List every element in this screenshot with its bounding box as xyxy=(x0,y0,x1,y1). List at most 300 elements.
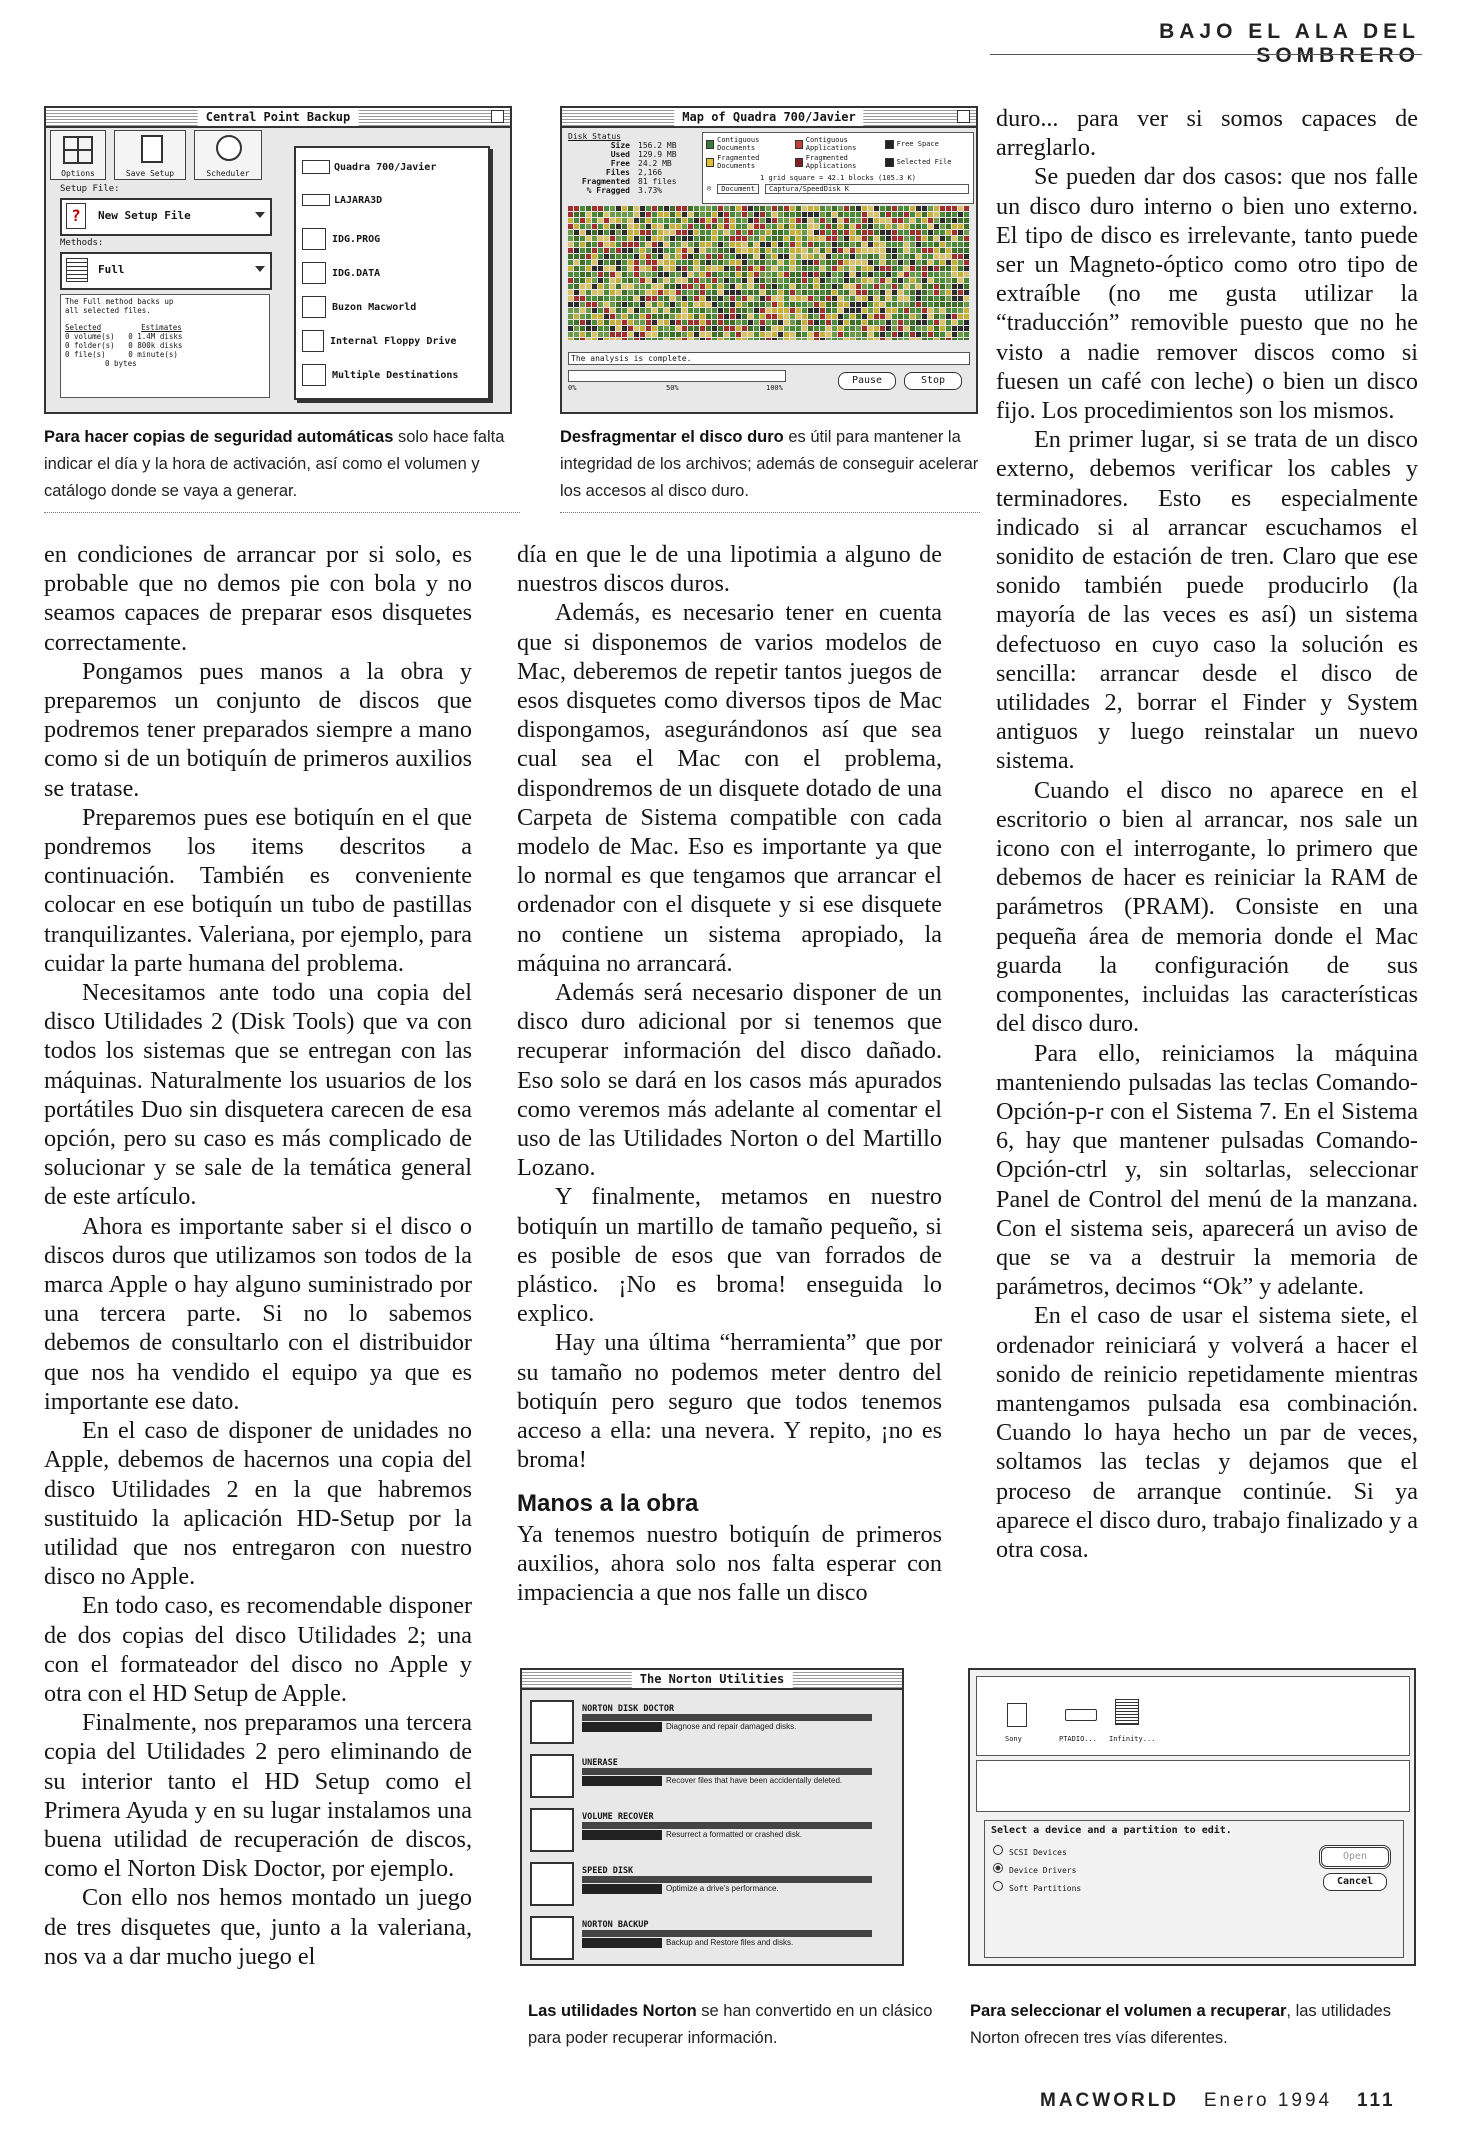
methods-popup[interactable] xyxy=(60,252,272,290)
map-cell xyxy=(616,308,621,313)
map-cell xyxy=(694,224,699,229)
scheduler-tool[interactable] xyxy=(194,130,262,180)
map-cell xyxy=(910,254,915,259)
map-cell xyxy=(616,302,621,307)
legend-swatch xyxy=(795,158,802,167)
scale-100: 100% xyxy=(766,384,783,392)
map-cell xyxy=(946,278,951,283)
map-cell xyxy=(808,332,813,337)
map-cell xyxy=(706,260,711,265)
map-cell xyxy=(892,326,897,331)
menu-item-lajara[interactable]: LAJARA3D xyxy=(302,194,382,206)
map-cell xyxy=(952,254,957,259)
column-2 xyxy=(517,540,942,1607)
map-cell xyxy=(922,230,927,235)
map-cell xyxy=(964,242,969,247)
open-button[interactable]: Open xyxy=(1319,1845,1391,1869)
map-cell xyxy=(724,230,729,235)
map-cell xyxy=(820,218,825,223)
map-cell xyxy=(820,242,825,247)
map-cell xyxy=(886,272,891,277)
map-cell xyxy=(808,284,813,289)
map-cell xyxy=(646,296,651,301)
map-cell xyxy=(958,206,963,211)
map-cell xyxy=(958,278,963,283)
map-cell xyxy=(808,290,813,295)
map-cell xyxy=(634,338,639,340)
menu-item-buzon[interactable]: Buzon Macworld xyxy=(302,296,416,318)
map-cell xyxy=(700,290,705,295)
map-cell xyxy=(652,206,657,211)
map-cell xyxy=(886,290,891,295)
map-cell xyxy=(718,326,723,331)
map-cell xyxy=(904,290,909,295)
map-cell xyxy=(964,284,969,289)
map-cell xyxy=(634,332,639,337)
drive-icon[interactable] xyxy=(1007,1703,1027,1727)
map-cell xyxy=(574,278,579,283)
map-cell xyxy=(886,302,891,307)
save-setup-tool[interactable] xyxy=(114,130,186,180)
map-cell xyxy=(802,338,807,340)
map-cell xyxy=(772,260,777,265)
map-cell xyxy=(952,212,957,217)
map-cell xyxy=(622,206,627,211)
map-cell xyxy=(742,218,747,223)
map-cell xyxy=(844,248,849,253)
paragraph: en condiciones de arrancar por si solo, es probable que no demos pie con bola y no seamos capaces de preparar esos disquetes correctamente. xyxy=(44,541,472,656)
map-cell xyxy=(580,242,585,247)
map-cell xyxy=(940,230,945,235)
map-cell xyxy=(568,332,573,337)
map-cell xyxy=(826,302,831,307)
setup-file-label: Setup File: xyxy=(60,184,120,194)
map-cell xyxy=(934,326,939,331)
map-cell xyxy=(790,284,795,289)
map-cell xyxy=(610,278,615,283)
map-cell xyxy=(946,224,951,229)
menu-item-idg-prog[interactable]: IDG.PROG xyxy=(302,228,380,250)
map-cell xyxy=(868,278,873,283)
radio-partitions[interactable]: Soft Partitions xyxy=(993,1881,1081,1893)
map-cell xyxy=(868,266,873,271)
map-cell xyxy=(796,326,801,331)
map-cell xyxy=(604,224,609,229)
grid-note: 1 grid square = 42.1 blocks (105.3 K) xyxy=(760,174,916,182)
map-cell xyxy=(688,296,693,301)
menu-item-idg-data[interactable]: IDG.DATA xyxy=(302,262,380,284)
icon-label-infinity: Infinity... xyxy=(1109,1735,1156,1743)
map-cell xyxy=(922,218,927,223)
map-cell xyxy=(598,206,603,211)
map-cell xyxy=(736,212,741,217)
map-cell xyxy=(838,326,843,331)
map-cell xyxy=(772,296,777,301)
map-cell xyxy=(580,338,585,340)
map-cell xyxy=(748,308,753,313)
map-cell xyxy=(586,266,591,271)
map-cell xyxy=(622,320,627,325)
map-cell xyxy=(904,272,909,277)
map-cell xyxy=(874,308,879,313)
cartridge-icon[interactable] xyxy=(1065,1709,1097,1721)
clock-icon xyxy=(216,135,242,161)
map-cell xyxy=(622,248,627,253)
map-cell xyxy=(784,254,789,259)
map-cell xyxy=(706,236,711,241)
map-cell xyxy=(616,314,621,319)
map-cell xyxy=(952,278,957,283)
map-cell xyxy=(694,302,699,307)
cancel-button[interactable]: Cancel xyxy=(1323,1873,1387,1891)
zoom-box-icon[interactable] xyxy=(957,110,970,123)
map-cell xyxy=(766,218,771,223)
map-cell xyxy=(802,212,807,217)
map-cell xyxy=(772,248,777,253)
menu-item-quadra[interactable]: Quadra 700/Javier xyxy=(302,160,436,174)
map-cell xyxy=(658,278,663,283)
paragraph: Ahora es importante saber si el disco o discos duros que utilizamos son todos de la marca Apple o hay alguno suministrado por una tercera parte. Si no lo sabemos debemos de consultarlo con el distribuidor que nos ha vendido el equipo ya que es importante ese dato. xyxy=(44,1212,472,1415)
map-cell xyxy=(586,230,591,235)
map-cell xyxy=(676,332,681,337)
map-cell xyxy=(736,302,741,307)
methods-value: Full xyxy=(98,263,125,276)
map-cell xyxy=(802,260,807,265)
map-cell xyxy=(646,260,651,265)
map-cell xyxy=(928,332,933,337)
map-cell xyxy=(652,230,657,235)
map-cell xyxy=(850,206,855,211)
map-cell xyxy=(826,314,831,319)
map-cell xyxy=(850,320,855,325)
map-cell xyxy=(928,266,933,271)
map-cell xyxy=(640,260,645,265)
map-cell xyxy=(700,302,705,307)
map-cell xyxy=(760,308,765,313)
map-cell xyxy=(598,248,603,253)
map-cell xyxy=(790,254,795,259)
norton-tool-item[interactable] xyxy=(530,1860,890,1908)
map-cell xyxy=(814,224,819,229)
tool-description: Recover files that have been accidentally deleted. xyxy=(582,1776,872,1786)
map-cell xyxy=(610,218,615,223)
map-cell xyxy=(706,254,711,259)
map-cell xyxy=(676,260,681,265)
map-cell xyxy=(646,320,651,325)
map-cell xyxy=(688,212,693,217)
map-cell xyxy=(688,320,693,325)
map-cell xyxy=(610,320,615,325)
map-cell xyxy=(916,332,921,337)
map-cell xyxy=(604,236,609,241)
map-cell xyxy=(658,212,663,217)
map-cell xyxy=(634,260,639,265)
map-cell xyxy=(694,248,699,253)
map-cell xyxy=(718,278,723,283)
map-cell xyxy=(580,272,585,277)
disk-status-title: Disk Status xyxy=(568,132,621,141)
map-cell xyxy=(598,260,603,265)
map-cell xyxy=(706,230,711,235)
map-cell xyxy=(898,284,903,289)
map-cell xyxy=(880,302,885,307)
map-cell xyxy=(856,314,861,319)
map-cell xyxy=(958,248,963,253)
map-cell xyxy=(850,248,855,253)
map-cell xyxy=(928,236,933,241)
map-cell xyxy=(676,290,681,295)
map-cell xyxy=(766,308,771,313)
map-cell xyxy=(598,278,603,283)
options-tool[interactable] xyxy=(50,130,106,180)
map-cell xyxy=(700,296,705,301)
map-cell xyxy=(724,338,729,340)
pause-button[interactable]: Pause xyxy=(838,372,896,390)
map-cell xyxy=(736,242,741,247)
map-cell xyxy=(622,218,627,223)
map-cell xyxy=(712,326,717,331)
map-cell xyxy=(682,308,687,313)
map-cell xyxy=(874,284,879,289)
map-cell xyxy=(712,254,717,259)
map-cell xyxy=(934,320,939,325)
map-cell xyxy=(892,248,897,253)
map-cell xyxy=(928,254,933,259)
map-cell xyxy=(640,254,645,259)
map-cell xyxy=(658,218,663,223)
map-cell xyxy=(682,260,687,265)
map-cell xyxy=(652,224,657,229)
map-cell xyxy=(796,284,801,289)
map-cell xyxy=(874,218,879,223)
map-cell xyxy=(820,332,825,337)
map-cell xyxy=(604,218,609,223)
map-cell xyxy=(598,302,603,307)
map-cell xyxy=(946,290,951,295)
map-cell xyxy=(586,242,591,247)
map-cell xyxy=(682,284,687,289)
map-cell xyxy=(820,236,825,241)
map-cell xyxy=(616,248,621,253)
setup-file-popup[interactable] xyxy=(60,198,272,236)
map-cell xyxy=(718,236,723,241)
map-cell xyxy=(886,206,891,211)
map-cell xyxy=(760,284,765,289)
map-cell xyxy=(784,230,789,235)
map-cell xyxy=(940,320,945,325)
map-cell xyxy=(712,218,717,223)
map-cell xyxy=(796,236,801,241)
map-cell xyxy=(592,332,597,337)
map-cell xyxy=(862,230,867,235)
map-cell xyxy=(880,314,885,319)
map-cell xyxy=(910,338,915,340)
map-cell xyxy=(862,254,867,259)
map-cell xyxy=(598,230,603,235)
map-cell xyxy=(724,236,729,241)
icon-label-ptadio: PTADIO... xyxy=(1059,1735,1097,1743)
map-cell xyxy=(664,290,669,295)
map-cell xyxy=(808,254,813,259)
map-cell xyxy=(634,302,639,307)
stop-button[interactable]: Stop xyxy=(904,372,962,390)
map-cell xyxy=(850,224,855,229)
tool-name: NORTON BACKUP xyxy=(582,1920,872,1937)
map-cell xyxy=(658,242,663,247)
map-cell xyxy=(772,230,777,235)
norton-tool-item[interactable] xyxy=(530,1806,890,1854)
map-cell xyxy=(868,320,873,325)
map-cell xyxy=(586,338,591,340)
map-cell xyxy=(586,296,591,301)
map-cell xyxy=(592,218,597,223)
map-cell xyxy=(634,314,639,319)
map-cell xyxy=(826,320,831,325)
map-cell xyxy=(850,278,855,283)
stat-key: Fragmented xyxy=(581,177,630,186)
map-cell xyxy=(634,278,639,283)
map-cell xyxy=(928,338,933,340)
map-cell xyxy=(856,320,861,325)
norton-tool-item[interactable] xyxy=(530,1752,890,1800)
map-cell xyxy=(628,236,633,241)
map-cell xyxy=(646,338,651,340)
menu-item-floppy[interactable]: Internal Floppy Drive xyxy=(302,330,456,352)
map-cell xyxy=(802,284,807,289)
map-cell xyxy=(766,296,771,301)
chevron-down-icon xyxy=(255,266,265,272)
map-cell xyxy=(850,290,855,295)
map-cell xyxy=(634,224,639,229)
disk-stack-icon xyxy=(66,258,88,282)
map-cell xyxy=(640,332,645,337)
map-cell xyxy=(826,326,831,331)
map-cell xyxy=(874,326,879,331)
radio-drivers[interactable]: Device Drivers xyxy=(993,1863,1076,1875)
map-cell xyxy=(736,338,741,340)
map-cell xyxy=(958,314,963,319)
map-cell xyxy=(742,236,747,241)
radio-scsi[interactable]: SCSI Devices xyxy=(993,1845,1067,1857)
map-cell xyxy=(706,206,711,211)
column-2-paragraphs xyxy=(517,540,942,1475)
map-cell xyxy=(670,260,675,265)
stat-value: 24.2 MB xyxy=(638,159,672,168)
map-cell xyxy=(886,296,891,301)
hard-drive-icon[interactable] xyxy=(1115,1699,1139,1725)
norton-tool-item[interactable] xyxy=(530,1698,890,1746)
map-cell xyxy=(802,248,807,253)
map-cell xyxy=(580,260,585,265)
map-cell xyxy=(694,314,699,319)
map-cell xyxy=(616,326,621,331)
map-cell xyxy=(916,254,921,259)
map-cell xyxy=(616,236,621,241)
map-cell xyxy=(748,218,753,223)
map-cell xyxy=(922,284,927,289)
scroll-area[interactable] xyxy=(976,1760,1410,1812)
map-cell xyxy=(928,248,933,253)
map-cell xyxy=(898,278,903,283)
map-cell xyxy=(592,320,597,325)
map-cell xyxy=(598,272,603,277)
map-cell xyxy=(580,224,585,229)
map-cell xyxy=(946,332,951,337)
map-cell xyxy=(946,296,951,301)
map-cell xyxy=(778,290,783,295)
map-cell xyxy=(568,314,573,319)
map-cell xyxy=(604,338,609,340)
map-cell xyxy=(964,224,969,229)
map-cell xyxy=(664,284,669,289)
map-cell xyxy=(652,218,657,223)
map-cell xyxy=(730,308,735,313)
map-cell xyxy=(568,320,573,325)
map-cell xyxy=(916,272,921,277)
map-cell xyxy=(922,212,927,217)
map-cell xyxy=(922,260,927,265)
map-cell xyxy=(658,248,663,253)
section-header: BAJO EL ALA DEL SOMBRERO xyxy=(1159,20,1420,67)
map-cell xyxy=(646,242,651,247)
disk-map-titlebar xyxy=(562,108,976,128)
map-cell xyxy=(658,254,663,259)
map-cell xyxy=(790,230,795,235)
map-cell xyxy=(598,218,603,223)
map-cell xyxy=(964,338,969,340)
map-cell xyxy=(886,236,891,241)
map-cell xyxy=(706,224,711,229)
map-cell xyxy=(934,224,939,229)
map-cell xyxy=(892,284,897,289)
map-cell xyxy=(898,332,903,337)
map-cell xyxy=(814,266,819,271)
map-cell xyxy=(898,218,903,223)
map-cell xyxy=(838,242,843,247)
map-cell xyxy=(832,266,837,271)
map-cell xyxy=(580,314,585,319)
map-cell xyxy=(808,296,813,301)
map-cell xyxy=(958,296,963,301)
map-cell xyxy=(898,206,903,211)
method-desc-text: The Full method backs up all selected files. xyxy=(65,297,174,315)
map-cell xyxy=(574,320,579,325)
map-cell xyxy=(712,332,717,337)
norton-tool-item[interactable] xyxy=(530,1914,890,1962)
map-cell xyxy=(586,224,591,229)
map-cell xyxy=(664,320,669,325)
map-cell xyxy=(670,302,675,307)
map-cell xyxy=(652,242,657,247)
map-cell xyxy=(604,290,609,295)
map-cell xyxy=(832,290,837,295)
map-cell xyxy=(688,272,693,277)
map-cell xyxy=(808,260,813,265)
map-cell xyxy=(664,212,669,217)
map-cell xyxy=(682,248,687,253)
zoom-box-icon[interactable] xyxy=(491,110,504,123)
map-cell xyxy=(766,314,771,319)
destination-menu[interactable] xyxy=(294,146,490,400)
map-cell xyxy=(598,254,603,259)
map-cell xyxy=(796,332,801,337)
map-cell xyxy=(868,236,873,241)
map-cell xyxy=(568,272,573,277)
menu-item-multiple[interactable]: Multiple Destinations xyxy=(302,364,458,386)
map-cell xyxy=(856,236,861,241)
map-cell xyxy=(736,236,741,241)
map-cell xyxy=(640,242,645,247)
